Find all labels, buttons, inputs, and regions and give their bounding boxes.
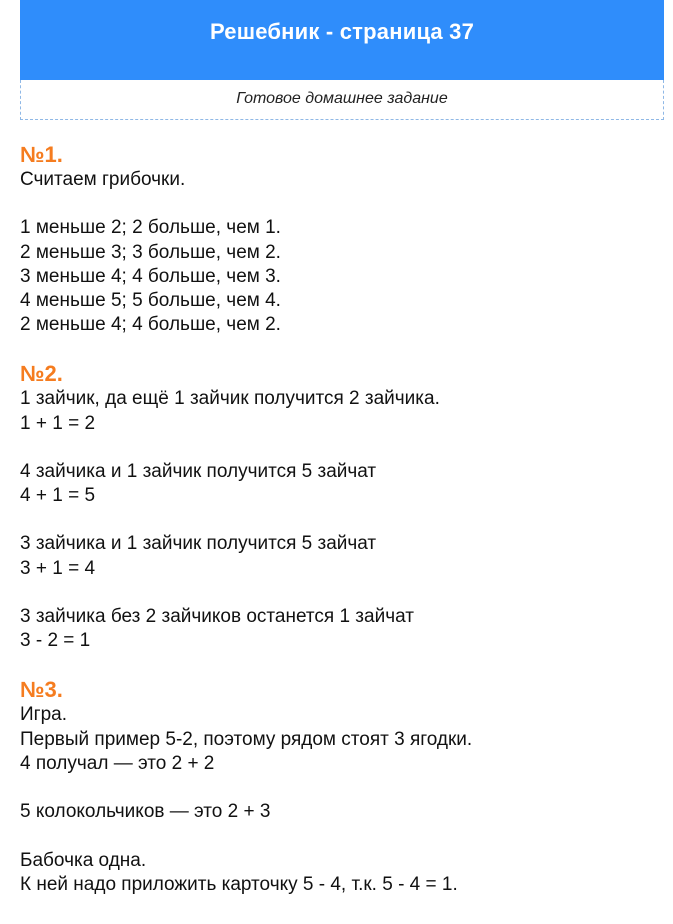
- page-header: [20, 0, 664, 80]
- blank-line: [20, 776, 660, 800]
- task-line: 1 зайчик, да ещё 1 зайчик получится 2 зайчика.: [20, 388, 440, 410]
- task-line: 4 меньше 5; 5 больше, чем 4.: [20, 289, 281, 311]
- task-title: №3.: [20, 677, 63, 703]
- page-subtitle: Готовое домашнее задание: [236, 90, 448, 107]
- task-3: [20, 677, 660, 897]
- task-line: 4 получал — это 2 + 2: [20, 752, 215, 774]
- task-line: 5 колокольчиков — это 2 + 3: [20, 801, 271, 823]
- task-title: №2.: [20, 361, 63, 387]
- task-line: 4 зайчика и 1 зайчик получится 5 зайчат: [20, 460, 377, 482]
- task-line: 4 + 1 = 5: [20, 485, 96, 507]
- task-line: Первый пример 5-2, поэтому рядом стоят 3 ягодки.: [20, 728, 473, 750]
- task-2: [20, 361, 660, 653]
- section-gap: [20, 337, 660, 361]
- task-line: 1 + 1 = 2: [20, 412, 96, 434]
- task-title: №1.: [20, 142, 63, 167]
- task-1: [20, 142, 660, 337]
- task-line: Считаем грибочки.: [20, 169, 186, 190]
- blank-line: [20, 824, 660, 848]
- task-line: 3 зайчика и 1 зайчик получится 5 зайчат: [20, 533, 377, 555]
- task-line: 3 + 1 = 4: [20, 557, 96, 579]
- task-line: 3 меньше 4; 4 больше, чем 3.: [20, 265, 281, 287]
- task-line: 3 - 2 = 1: [20, 630, 91, 652]
- task-line: 3 зайчика без 2 зайчиков останется 1 зайчат: [20, 606, 414, 627]
- blank-line: [20, 436, 660, 460]
- blank-line: [20, 508, 660, 532]
- task-line: Игра.: [20, 704, 67, 726]
- page-subtitle-bar: [20, 80, 664, 120]
- task-line: 2 меньше 4; 4 больше, чем 2.: [20, 314, 281, 336]
- task-line: К ней надо приложить карточку 5 - 4, т.к. 5 - 4 = 1.: [20, 873, 458, 895]
- page-title: Решебник - страница 37: [209, 19, 475, 44]
- task-line: 2 меньше 3; 3 больше, чем 2.: [20, 241, 281, 263]
- blank-line: [20, 192, 660, 216]
- task-line: 1 меньше 2; 2 больше, чем 1.: [20, 217, 281, 239]
- task-line: Бабочка одна.: [20, 849, 147, 871]
- section-gap: [20, 653, 660, 677]
- blank-line: [20, 581, 660, 605]
- solutions-content: [20, 142, 660, 897]
